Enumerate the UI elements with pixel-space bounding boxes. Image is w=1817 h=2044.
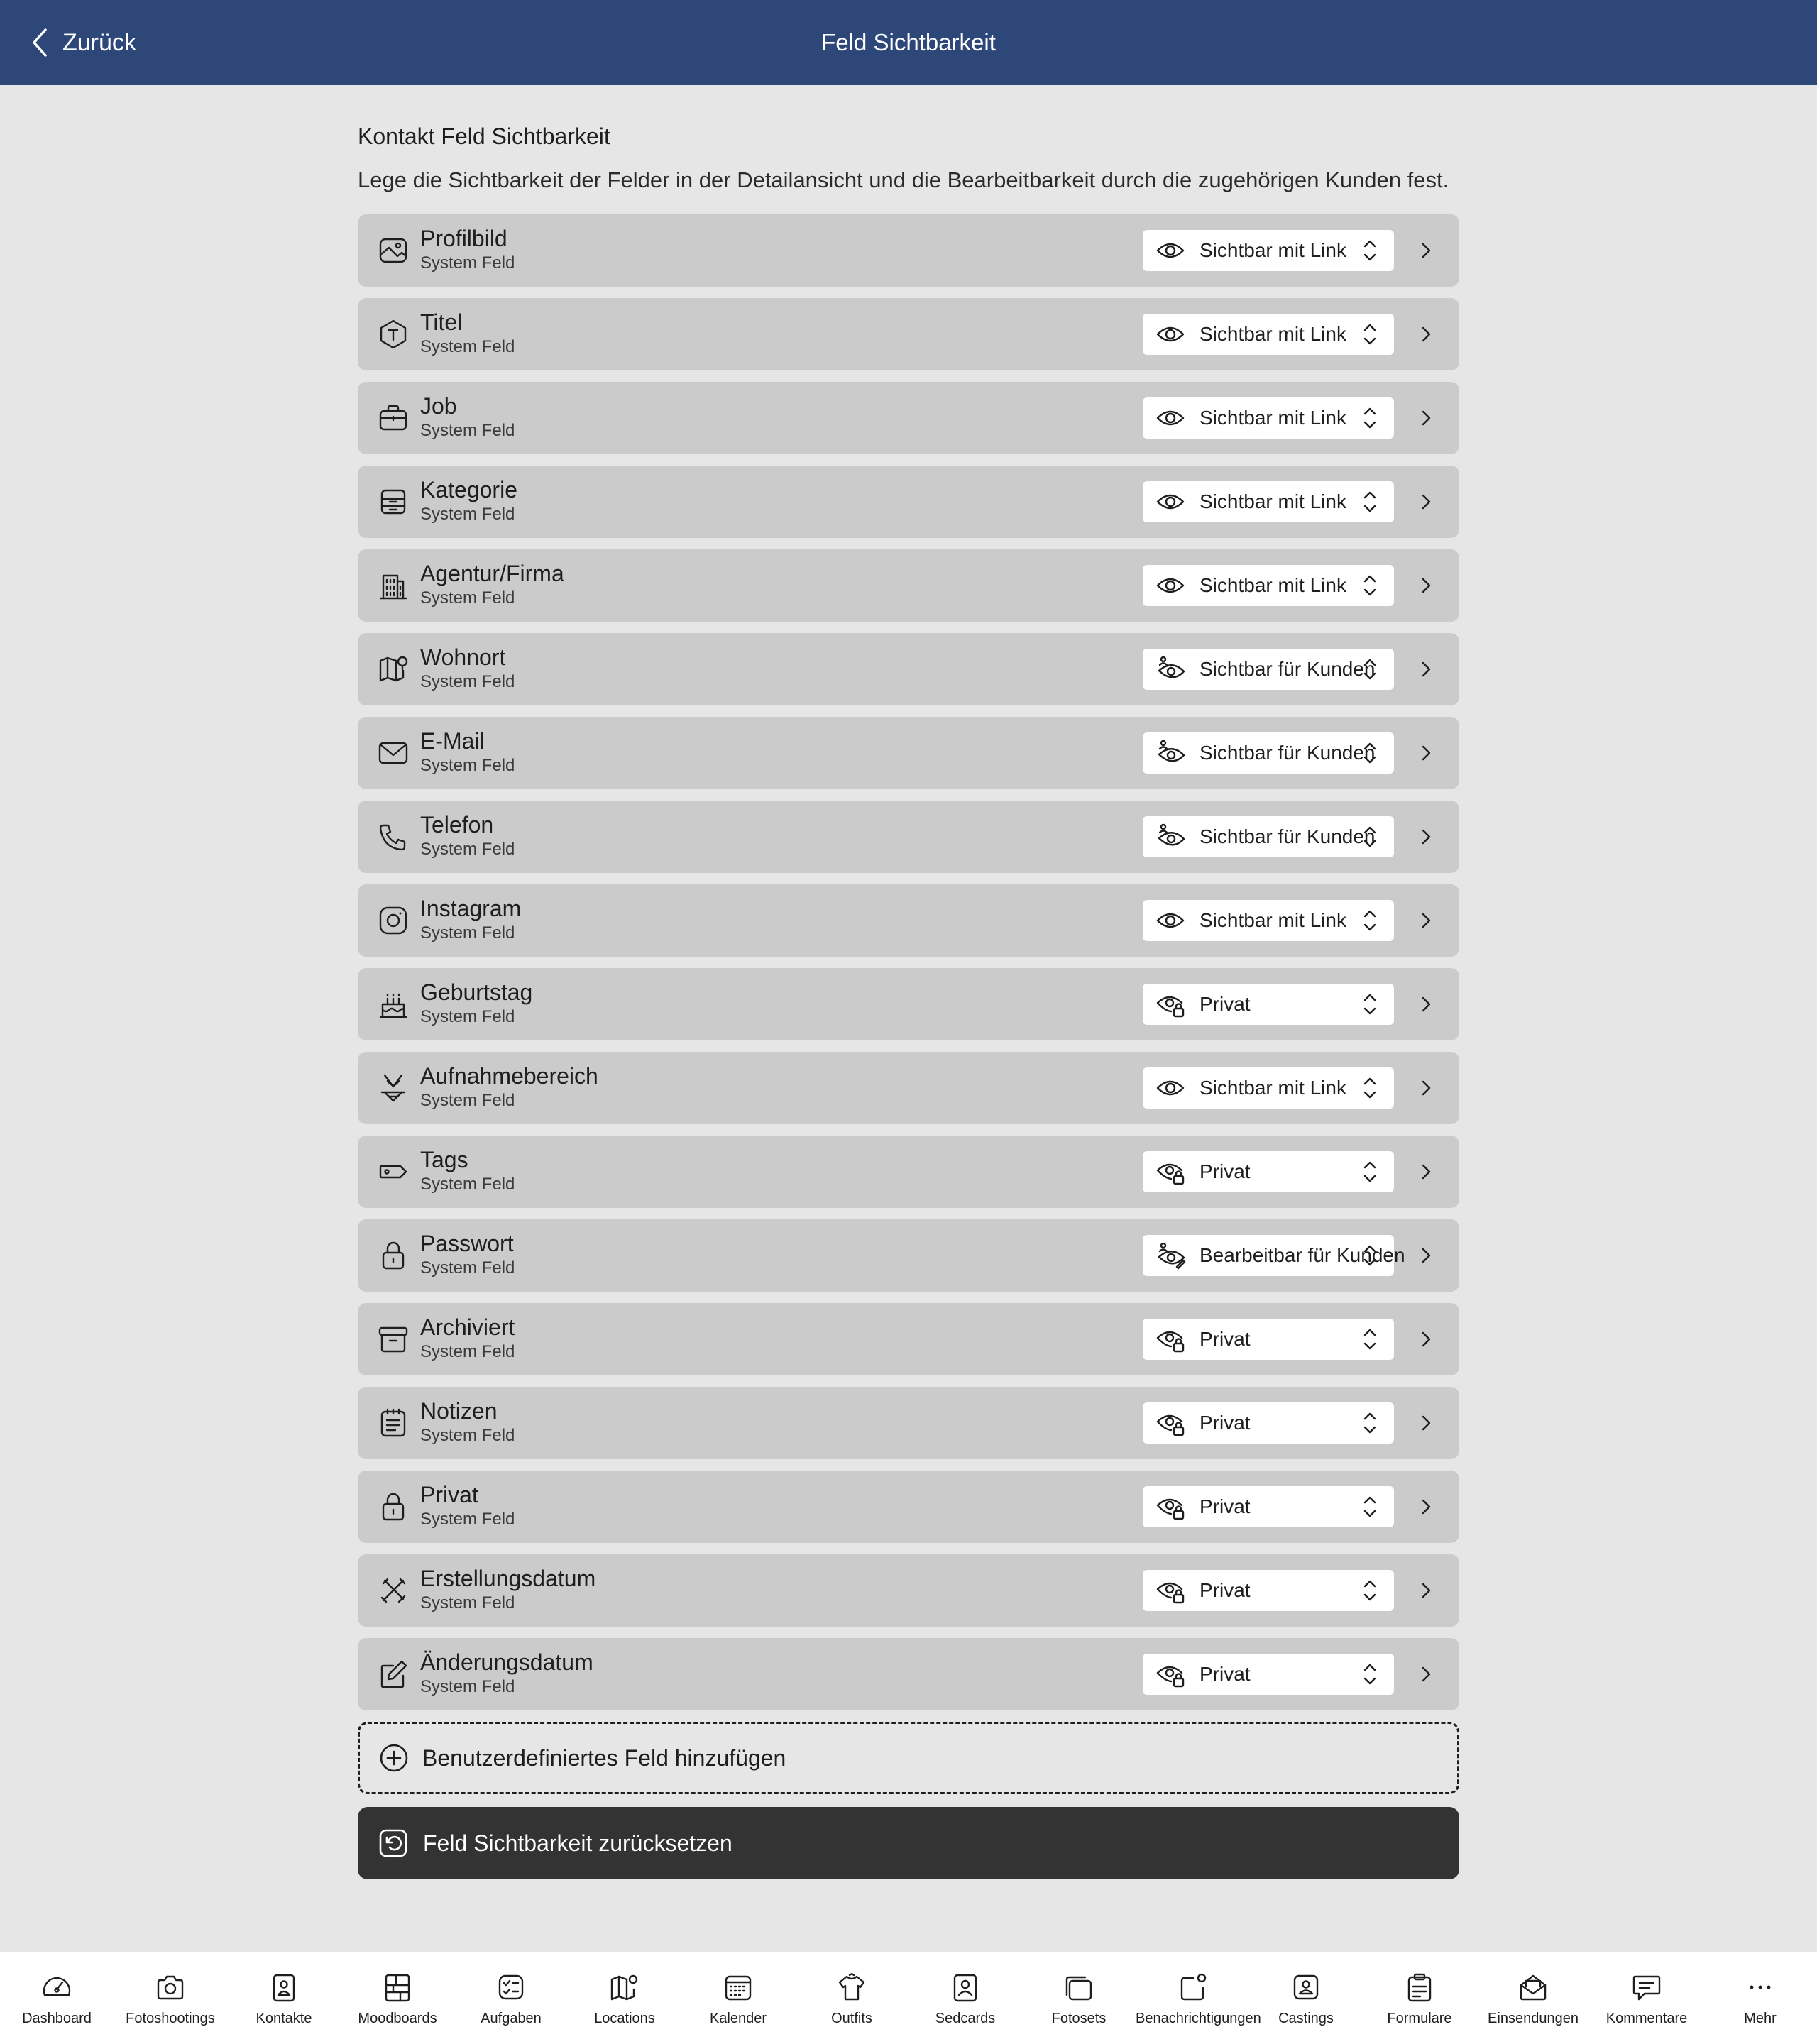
field-type: System Feld xyxy=(420,1258,515,1278)
dashboard-icon xyxy=(40,1971,73,2004)
chevron-right-icon[interactable] xyxy=(1415,575,1437,596)
field-row[interactable] xyxy=(358,549,1459,622)
chevron-up-down-icon xyxy=(1360,824,1380,850)
contact-icon xyxy=(268,1971,300,2004)
chevron-up-down-icon xyxy=(1360,991,1380,1017)
title-icon xyxy=(376,317,410,351)
eye-icon xyxy=(1155,404,1185,432)
chevron-up-down-icon xyxy=(1360,489,1380,515)
field-name: Archiviert xyxy=(420,1314,515,1340)
title-icon xyxy=(376,317,410,351)
comment-icon xyxy=(1630,1971,1663,2004)
back-label: Zurück xyxy=(62,28,136,56)
tab-locations[interactable] xyxy=(568,1952,681,2044)
field-name: Privat xyxy=(420,1482,478,1507)
field-text xyxy=(420,1480,515,1530)
calendar-icon xyxy=(722,1971,754,2004)
field-name: Erstellungsdatum xyxy=(420,1566,596,1591)
chevron-up-down-icon xyxy=(1360,1661,1380,1687)
chevron-right-icon[interactable] xyxy=(1415,1664,1437,1685)
field-text xyxy=(420,727,515,776)
visibility-value: Privat xyxy=(1200,1160,1251,1182)
field-type: System Feld xyxy=(420,421,515,440)
chevron-right-icon[interactable] xyxy=(1415,324,1437,345)
tab-fotoshootings[interactable] xyxy=(114,1952,227,2044)
field-text xyxy=(420,1648,593,1698)
tasks-icon xyxy=(495,1971,527,2004)
field-row[interactable] xyxy=(358,214,1459,287)
eye-lock-icon xyxy=(1155,990,1185,1018)
field-type: System Feld xyxy=(420,1593,515,1612)
eye-lock-icon xyxy=(1155,1660,1185,1688)
field-text xyxy=(420,1564,595,1614)
notification-icon xyxy=(1176,1971,1209,2004)
field-row[interactable] xyxy=(358,1136,1459,1208)
eye-lock-icon xyxy=(1155,1409,1185,1437)
phone-icon xyxy=(376,820,410,854)
eye-user-icon xyxy=(1155,739,1185,767)
field-type: System Feld xyxy=(420,253,515,273)
chevron-up-down-icon xyxy=(1360,238,1380,263)
visibility-select[interactable] xyxy=(1143,984,1394,1025)
lock-icon xyxy=(376,1490,410,1524)
field-name: E-Mail xyxy=(420,728,485,754)
chevron-right-icon[interactable] xyxy=(1415,994,1437,1015)
field-type: System Feld xyxy=(420,1091,515,1110)
moodboard-icon xyxy=(381,1971,414,2004)
tab-label: Kalender xyxy=(709,2011,767,2026)
eye-icon xyxy=(1155,906,1185,935)
visibility-value: Sichtbar für Kunden xyxy=(1200,825,1376,847)
field-row[interactable] xyxy=(358,1303,1459,1375)
lock-icon xyxy=(376,1490,410,1524)
form-icon xyxy=(1403,1971,1436,2004)
tab-moodboards[interactable] xyxy=(341,1952,454,2044)
camera-icon xyxy=(154,1971,187,2004)
visibility-select[interactable] xyxy=(1143,1570,1394,1611)
tag-icon xyxy=(376,1155,410,1189)
field-list xyxy=(358,214,1459,1710)
chevron-right-icon[interactable] xyxy=(1415,910,1437,931)
field-text xyxy=(420,476,517,525)
field-text xyxy=(420,643,515,693)
cake-icon xyxy=(376,987,410,1021)
section-description: Lege die Sichtbarkeit der Felder in der Detailansicht und die Bearbeitbarkeit durch die zugehörigen Kunden fest. xyxy=(358,167,1449,192)
reset-icon xyxy=(378,1828,409,1859)
tab-fotosets[interactable] xyxy=(1022,1952,1136,2044)
eye-user-icon xyxy=(1155,739,1185,767)
chevron-right-icon[interactable] xyxy=(1415,240,1437,261)
field-type: System Feld xyxy=(420,588,515,608)
reset-visibility-button[interactable] xyxy=(358,1807,1459,1879)
shirt-icon xyxy=(835,1971,868,2004)
dashboard-icon xyxy=(40,1971,73,2004)
more-icon xyxy=(1744,1971,1777,2004)
field-text xyxy=(420,1397,515,1446)
field-text xyxy=(420,559,564,609)
calendar-icon xyxy=(722,1971,754,2004)
tab-outfits[interactable] xyxy=(795,1952,908,2044)
field-row[interactable] xyxy=(358,1387,1459,1459)
visibility-value: Sichtbar mit Link xyxy=(1200,574,1346,596)
visibility-select[interactable] xyxy=(1143,230,1394,271)
visibility-value: Privat xyxy=(1200,1579,1251,1601)
field-text xyxy=(420,1313,515,1363)
visibility-select[interactable] xyxy=(1143,1486,1394,1527)
comment-icon xyxy=(1630,1971,1663,2004)
field-type: System Feld xyxy=(420,337,515,356)
field-name: Tags xyxy=(420,1147,468,1172)
visibility-select[interactable] xyxy=(1143,314,1394,355)
eye-icon xyxy=(1155,320,1185,348)
chevron-right-icon[interactable] xyxy=(1415,1496,1437,1517)
chevron-right-icon[interactable] xyxy=(1415,826,1437,847)
visibility-value: Sichtbar mit Link xyxy=(1200,239,1346,261)
bikini-icon xyxy=(376,1071,410,1105)
tab-label: Locations xyxy=(594,2011,655,2026)
field-row[interactable] xyxy=(358,298,1459,370)
eye-lock-icon xyxy=(1155,1660,1185,1688)
visibility-value: Privat xyxy=(1200,993,1251,1015)
tasks-icon xyxy=(495,1971,527,2004)
tab-label: Kontakte xyxy=(256,2011,312,2026)
chevron-up-down-icon xyxy=(1360,1578,1380,1603)
chevron-right-icon[interactable] xyxy=(1415,407,1437,429)
tab-kalender[interactable] xyxy=(681,1952,795,2044)
chevron-up-down-icon xyxy=(1360,1494,1380,1520)
edit-icon xyxy=(376,1657,410,1691)
tab-bar xyxy=(0,1952,1817,2044)
visibility-select[interactable] xyxy=(1143,900,1394,941)
lock-icon xyxy=(376,1238,410,1273)
image-icon xyxy=(376,233,410,268)
field-row[interactable] xyxy=(358,633,1459,705)
field-name: Job xyxy=(420,393,457,419)
eye-icon xyxy=(1155,906,1185,935)
visibility-value: Bearbeitbar für Kunden xyxy=(1200,1244,1405,1266)
tab-label: Sedcards xyxy=(935,2011,996,2026)
tab-aufgaben[interactable] xyxy=(454,1952,568,2044)
field-type: System Feld xyxy=(420,923,515,943)
briefcase-icon xyxy=(376,401,410,435)
field-row[interactable] xyxy=(358,801,1459,873)
shirt-icon xyxy=(835,1971,868,2004)
eye-icon xyxy=(1155,236,1185,265)
tab-label: Einsendungen xyxy=(1488,2011,1579,2026)
eye-lock-icon xyxy=(1155,1576,1185,1605)
tab-label: Mehr xyxy=(1744,2011,1777,2026)
category-icon xyxy=(376,485,410,519)
chevron-up-down-icon xyxy=(1360,740,1380,766)
eye-icon xyxy=(1155,404,1185,432)
notification-icon xyxy=(1176,1971,1209,2004)
visibility-select[interactable] xyxy=(1143,816,1394,857)
eye-icon xyxy=(1155,236,1185,265)
moodboard-icon xyxy=(381,1971,414,2004)
form-icon xyxy=(1403,1971,1436,2004)
cake-icon xyxy=(376,987,410,1021)
tab-kontakte[interactable] xyxy=(227,1952,341,2044)
map-icon xyxy=(376,652,410,686)
bikini-icon xyxy=(376,1071,410,1105)
chevron-up-down-icon xyxy=(1360,405,1380,431)
eye-edit-icon xyxy=(1155,1241,1185,1270)
eye-user-icon xyxy=(1155,823,1185,851)
chevron-right-icon[interactable] xyxy=(1415,1245,1437,1266)
tab-kommentare[interactable] xyxy=(1590,1952,1703,2044)
field-text xyxy=(420,1229,515,1279)
tab-einsendungen[interactable] xyxy=(1476,1952,1590,2044)
field-type: System Feld xyxy=(420,1426,515,1445)
phone-icon xyxy=(376,820,410,854)
eye-icon xyxy=(1155,1074,1185,1102)
tab-castings[interactable] xyxy=(1249,1952,1363,2044)
chevron-right-icon[interactable] xyxy=(1415,1329,1437,1350)
building-icon xyxy=(376,568,410,603)
tab-label: Kommentare xyxy=(1605,2011,1688,2026)
visibility-select[interactable] xyxy=(1143,481,1394,522)
visibility-value: Privat xyxy=(1200,1663,1251,1685)
field-name: Agentur/Firma xyxy=(420,561,564,586)
tab-label: Dashboard xyxy=(22,2011,92,2026)
image-icon xyxy=(376,233,410,268)
eye-icon xyxy=(1155,320,1185,348)
visibility-select[interactable] xyxy=(1143,1654,1394,1695)
chevron-right-icon[interactable] xyxy=(1415,1580,1437,1601)
tab-label: Outfits xyxy=(831,2011,872,2026)
plus-circle-icon xyxy=(378,1742,410,1774)
field-name: Passwort xyxy=(420,1231,514,1256)
chevron-up-down-icon xyxy=(1360,1159,1380,1185)
eye-lock-icon xyxy=(1155,1576,1185,1605)
chevron-right-icon[interactable] xyxy=(1415,742,1437,764)
field-row[interactable] xyxy=(358,884,1459,957)
tab-label: Moodboards xyxy=(358,2011,437,2026)
main-content xyxy=(358,119,1459,1879)
tab-label: Aufgaben xyxy=(481,2011,542,2026)
field-text xyxy=(420,392,515,441)
field-type: System Feld xyxy=(420,505,515,524)
edit-icon xyxy=(376,1657,410,1691)
tab-label: Benachrichtigungen xyxy=(1136,2011,1261,2026)
eye-lock-icon xyxy=(1155,990,1185,1018)
field-text xyxy=(420,224,515,274)
visibility-value: Privat xyxy=(1200,1328,1251,1350)
visibility-value: Privat xyxy=(1200,1412,1251,1434)
visibility-value: Sichtbar mit Link xyxy=(1200,323,1346,345)
chevron-up-down-icon xyxy=(1360,573,1380,598)
eye-icon xyxy=(1155,488,1185,516)
sedcard-icon xyxy=(949,1971,982,2004)
navbar xyxy=(0,0,1817,85)
eye-lock-icon xyxy=(1155,1493,1185,1521)
chevron-right-icon[interactable] xyxy=(1415,1077,1437,1099)
chevron-up-down-icon xyxy=(1360,1410,1380,1436)
field-name: Instagram xyxy=(420,896,522,921)
field-text xyxy=(420,811,515,860)
field-type: System Feld xyxy=(420,1007,515,1026)
chevron-right-icon[interactable] xyxy=(1415,491,1437,512)
field-row[interactable] xyxy=(358,717,1459,789)
visibility-value: Sichtbar mit Link xyxy=(1200,909,1346,931)
field-type: System Feld xyxy=(420,840,515,859)
visibility-select[interactable] xyxy=(1143,732,1394,774)
building-icon xyxy=(376,568,410,603)
archive-icon xyxy=(376,1322,410,1356)
field-name: Kategorie xyxy=(420,477,517,502)
eye-icon xyxy=(1155,571,1185,600)
tab-label: Formulare xyxy=(1387,2011,1452,2026)
field-type: System Feld xyxy=(420,672,515,691)
eye-lock-icon xyxy=(1155,1409,1185,1437)
tab-label: Fotosets xyxy=(1051,2011,1107,2026)
contact-icon xyxy=(268,1971,300,2004)
visibility-value: Sichtbar für Kunden xyxy=(1200,742,1376,764)
map-pin-icon xyxy=(608,1971,641,2004)
chevron-up-down-icon xyxy=(1360,1243,1380,1268)
visibility-select[interactable] xyxy=(1143,565,1394,606)
instagram-icon xyxy=(376,903,410,938)
instagram-icon xyxy=(376,903,410,938)
notes-icon xyxy=(376,1406,410,1440)
visibility-select[interactable] xyxy=(1143,397,1394,439)
visibility-select[interactable] xyxy=(1143,1067,1394,1109)
more-icon xyxy=(1744,1971,1777,2004)
eye-edit-icon xyxy=(1155,1241,1185,1270)
field-type: System Feld xyxy=(420,1510,515,1529)
chevron-up-down-icon xyxy=(1360,1075,1380,1101)
field-row[interactable] xyxy=(358,1554,1459,1627)
chevron-right-icon[interactable] xyxy=(1415,1412,1437,1434)
field-name: Geburtstag xyxy=(420,979,533,1005)
field-type: System Feld xyxy=(420,756,515,775)
chevron-up-down-icon xyxy=(1360,322,1380,347)
field-type: System Feld xyxy=(420,1175,515,1194)
eye-user-icon xyxy=(1155,823,1185,851)
mail-open-icon xyxy=(1517,1971,1549,2004)
eye-user-icon xyxy=(1155,655,1185,683)
field-row[interactable] xyxy=(358,382,1459,454)
field-row[interactable] xyxy=(358,1219,1459,1292)
eye-lock-icon xyxy=(1155,1493,1185,1521)
mail-open-icon xyxy=(1517,1971,1549,2004)
add-field-label: Benutzerdefiniertes Feld hinzufügen xyxy=(422,1745,786,1771)
photoset-icon xyxy=(1063,1971,1095,2004)
tag-icon xyxy=(376,1155,410,1189)
visibility-value: Sichtbar mit Link xyxy=(1200,490,1346,512)
field-text xyxy=(420,1145,515,1195)
sedcard-icon xyxy=(949,1971,982,2004)
field-row[interactable] xyxy=(358,1638,1459,1710)
field-text xyxy=(420,978,532,1028)
casting-icon xyxy=(1290,1971,1322,2004)
tab-dashboard[interactable] xyxy=(0,1952,114,2044)
visibility-select[interactable] xyxy=(1143,649,1394,690)
field-name: Aufnahmebereich xyxy=(420,1063,598,1089)
visibility-value: Sichtbar mit Link xyxy=(1200,407,1346,429)
visibility-value: Sichtbar mit Link xyxy=(1200,1077,1346,1099)
notes-icon xyxy=(376,1406,410,1440)
archive-icon xyxy=(376,1322,410,1356)
field-type: System Feld xyxy=(420,1677,515,1696)
field-type: System Feld xyxy=(420,1342,515,1361)
page-title: Feld Sichtbarkeit xyxy=(821,29,996,55)
add-custom-field-button[interactable] xyxy=(358,1722,1459,1794)
section-title: Kontakt Feld Sichtbarkeit xyxy=(358,123,610,149)
casting-icon xyxy=(1290,1971,1322,2004)
tools-icon xyxy=(376,1573,410,1608)
eye-lock-icon xyxy=(1155,1325,1185,1353)
field-name: Telefon xyxy=(420,812,494,837)
tab-mehr[interactable] xyxy=(1703,1952,1817,2044)
chevron-up-down-icon xyxy=(1360,656,1380,682)
category-icon xyxy=(376,485,410,519)
visibility-value: Sichtbar für Kunden xyxy=(1200,658,1376,680)
eye-user-icon xyxy=(1155,655,1185,683)
field-text xyxy=(420,894,521,944)
visibility-select[interactable] xyxy=(1143,1319,1394,1360)
visibility-value: Privat xyxy=(1200,1495,1251,1517)
tab-label: Fotoshootings xyxy=(126,2011,215,2026)
tab-benachrichtigungen[interactable] xyxy=(1136,1952,1261,2044)
tab-sedcards[interactable] xyxy=(908,1952,1022,2044)
tools-icon xyxy=(376,1573,410,1608)
field-name: Änderungsdatum xyxy=(420,1649,593,1675)
tab-formulare[interactable] xyxy=(1363,1952,1476,2044)
chevron-right-icon[interactable] xyxy=(1415,659,1437,680)
field-row[interactable] xyxy=(358,1052,1459,1124)
chevron-up-down-icon xyxy=(1360,908,1380,933)
visibility-select[interactable] xyxy=(1143,1151,1394,1192)
field-name: Notizen xyxy=(420,1398,498,1424)
field-name: Profilbild xyxy=(420,226,507,251)
reset-label: Feld Sichtbarkeit zurücksetzen xyxy=(423,1830,732,1856)
eye-icon xyxy=(1155,488,1185,516)
map-icon xyxy=(376,652,410,686)
chevron-up-down-icon xyxy=(1360,1326,1380,1352)
field-name: Wohnort xyxy=(420,644,506,670)
lock-icon xyxy=(376,1238,410,1273)
eye-icon xyxy=(1155,571,1185,600)
mail-icon xyxy=(376,736,410,770)
briefcase-icon xyxy=(376,401,410,435)
eye-lock-icon xyxy=(1155,1158,1185,1186)
photoset-icon xyxy=(1063,1971,1095,2004)
field-row[interactable] xyxy=(358,1471,1459,1543)
field-name: Titel xyxy=(420,309,463,335)
eye-lock-icon xyxy=(1155,1158,1185,1186)
mail-icon xyxy=(376,736,410,770)
map-pin-icon xyxy=(608,1971,641,2004)
chevron-right-icon[interactable] xyxy=(1415,1161,1437,1182)
field-row[interactable] xyxy=(358,968,1459,1040)
visibility-select[interactable] xyxy=(1143,1235,1405,1276)
field-text xyxy=(420,1062,598,1111)
eye-icon xyxy=(1155,1074,1185,1102)
eye-lock-icon xyxy=(1155,1325,1185,1353)
field-row[interactable] xyxy=(358,466,1459,538)
tab-label: Castings xyxy=(1278,2011,1334,2026)
field-text xyxy=(420,308,515,358)
camera-icon xyxy=(154,1971,187,2004)
visibility-select[interactable] xyxy=(1143,1402,1394,1444)
